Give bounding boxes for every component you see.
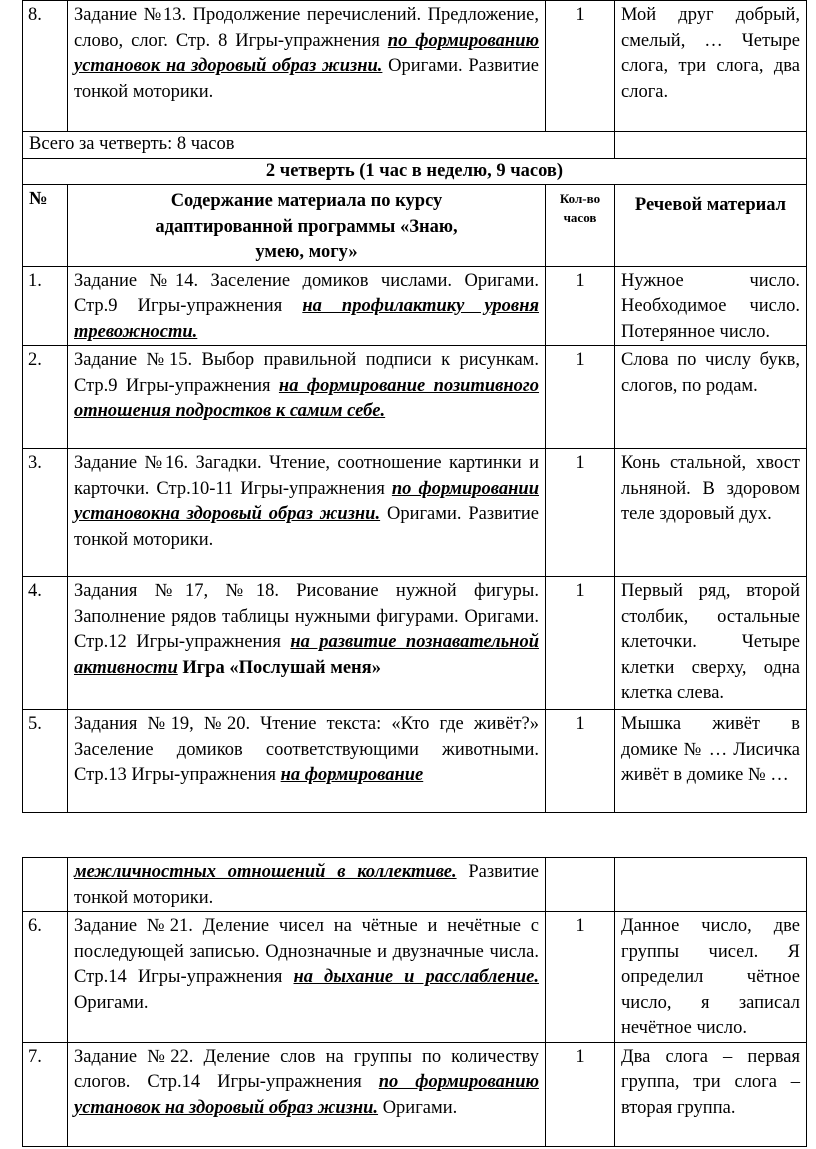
speech-material: Два слога – первая группа, три слога – вторая группа. — [615, 1042, 807, 1146]
table-row: 3. Задание №16. Загадки. Чтение, соотношение картинки и карточки. Стр.10-11 Игры-упражнения по формировании установокна здоровый образ жизни. Оригами. Развитие тонкой моторики. 1 Конь стальной, хвост льняной. В здоровом теле здоровый дух. — [23, 449, 807, 577]
row-number: 8. — [23, 1, 68, 132]
speech-material: Слова по числу букв, слогов, по родам. — [615, 346, 807, 449]
lesson-content: Задание №15. Выбор правильной подписи к рисункам. Стр.9 Игры-упражнения на формирование позитивного отношения подростков к самим себе. — [68, 346, 546, 449]
header-row — [23, 185, 807, 267]
table-row — [23, 1, 807, 132]
table-row: 2. Задание №15. Выбор правильной подписи к рисункам. Стр.9 Игры-упражнения на формирование позитивного отношения подростков к самим себе. 1 Слова по числу букв, слогов, по родам. — [23, 346, 807, 449]
speech-material: Мой друг добрый, смелый, … Четыре слога, три слога, два слога. — [615, 1, 807, 132]
quarter-title: 2 четверть (1 час в неделю, 9 часов) — [23, 158, 807, 185]
table-row: 5. Задания №19, №20. Чтение текста: «Кто где живёт?» Заселение домиков соответствующими животными. Стр.13 Игры-упражнения на формирование 1 Мышка живёт в домике № … Лисичка живёт в домике № … — [23, 710, 807, 813]
table-row — [23, 858, 807, 912]
header-content: Содержание материала по курсу адаптированной программы «Знаю, умею, могу» — [68, 185, 546, 267]
lesson-content: межличностных отношений в коллективе. Развитие тонкой моторики. — [68, 858, 546, 912]
lesson-content: Задание №14. Заселение домиков числами. Оригами. Стр.9 Игры-упражнения на профилактику уровня тревожности. — [68, 266, 546, 346]
table-row: 7. Задание №22. Деление слов на группы по количеству слогов. Стр.14 Игры-упражнения по формированию установок на здоровый образ жизни. Оригами. 1 Два слога – первая группа, три слога – вторая группа. — [23, 1042, 807, 1146]
lesson-content: Задание №21. Деление чисел на чётные и нечётные с последующей записью. Однозначные и двузначные числа. Стр.14 Игры-упражнения на дыхание и расслабление. Оригами. — [68, 912, 546, 1043]
table-row: 6. Задание №21. Деление чисел на чётные и нечётные с последующей записью. Однозначные и двузначные числа. Стр.14 Игры-упражнения на дыхание и расслабление. Оригами. 1 Данное число, две группы чисел. Я определил чётное число, я записал нечётное число. — [23, 912, 807, 1043]
lesson-content: Задание №13. Продолжение перечислений. Предложение, слово, слог. Стр. 8 Игры-упражнения по формированию установок на здоровый образ жизни. Оригами. Развитие тонкой моторики. — [68, 1, 546, 132]
header-number: № — [23, 185, 68, 267]
lesson-content: Задание №16. Загадки. Чтение, соотношение картинки и карточки. Стр.10-11 Игры-упражнения по формировании установокна здоровый образ жизни. Оригами. Развитие тонкой моторики. — [68, 449, 546, 577]
speech-material: Данное число, две группы чисел. Я определил чётное число, я записал нечётное число. — [615, 912, 807, 1043]
total-row — [23, 132, 807, 159]
quarter-total: Всего за четверть: 8 часов — [23, 132, 615, 159]
quarter-title-row — [23, 158, 807, 185]
speech-material: Первый ряд, второй столбик, остальные клеточки. Четыре клетки сверху, одна клетка слева. — [615, 577, 807, 710]
table-row: 4. Задания №17, №18. Рисование нужной фигуры. Заполнение рядов таблицы нужными фигурами. Оригами. Стр.12 Игры-упражнения на развитие познавательной активности Игра «Послушай меня» 1 Первый ряд, второй столбик, остальные клеточки. Четыре клетки сверху, одна клетка слева. — [23, 577, 807, 710]
hours-cell: 1 — [546, 1, 615, 132]
header-speech: Речевой материал — [615, 185, 807, 267]
table-row: 1. Задание №14. Заселение домиков числами. Оригами. Стр.9 Игры-упражнения на профилактику уровня тревожности. 1 Нужное число. Необходимое число. Потерянное число. — [23, 266, 807, 346]
lesson-content: Задание №22. Деление слов на группы по количеству слогов. Стр.14 Игры-упражнения по формированию установок на здоровый образ жизни. Оригами. — [68, 1042, 546, 1146]
header-hours: Кол-во часов — [546, 185, 615, 267]
lesson-plan-table — [22, 0, 807, 813]
lesson-content: Задания №17, №18. Рисование нужной фигуры. Заполнение рядов таблицы нужными фигурами. Оригами. Стр.12 Игры-упражнения на развитие познавательной активности Игра «Послушай меня» — [68, 577, 546, 710]
speech-material: Мышка живёт в домике № … Лисичка живёт в домике № … — [615, 710, 807, 813]
speech-material: Конь стальной, хвост льняной. В здоровом теле здоровый дух. — [615, 449, 807, 577]
lesson-content: Задания №19, №20. Чтение текста: «Кто где живёт?» Заселение домиков соответствующими животными. Стр.13 Игры-упражнения на формирование — [68, 710, 546, 813]
speech-material: Нужное число. Необходимое число. Потерянное число. — [615, 266, 807, 346]
lesson-plan-table-continued — [22, 857, 807, 1147]
